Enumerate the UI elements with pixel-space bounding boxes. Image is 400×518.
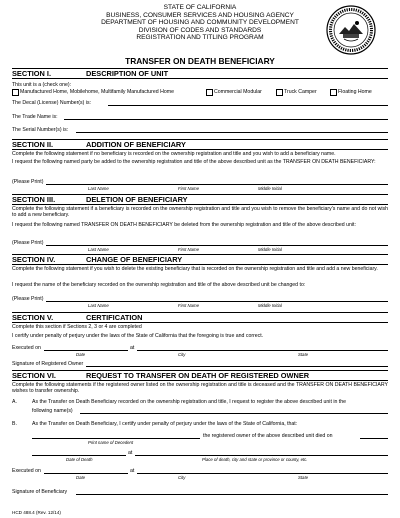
- checkbox-floating-home[interactable]: [330, 89, 337, 96]
- beneficiary-signature-label: Signature of Beneficiary: [12, 489, 68, 495]
- caption-state: State: [298, 352, 309, 357]
- caption-place-of-death: Place of death, city and state or province or county, etc.: [202, 457, 308, 462]
- item-b-label: B.: [12, 421, 17, 427]
- beneficiary-executed-date-field[interactable]: [44, 473, 128, 474]
- new-owner-names-field[interactable]: [80, 413, 388, 414]
- caption-middle-initial: Middle Initial: [258, 247, 282, 252]
- decedent-name-field[interactable]: [32, 438, 200, 439]
- delete-beneficiary-name-field[interactable]: [46, 245, 388, 246]
- section-title: REQUEST TO TRANSFER ON DEATH OF REGISTERED OWNER: [86, 371, 310, 380]
- option-label: Commercial Modular: [214, 89, 262, 95]
- executed-location-field[interactable]: [137, 350, 388, 351]
- section-5-instructions: Complete this section if Sections 2, 3 or 4 are completed: [12, 324, 142, 330]
- option-label: Floating Home: [338, 89, 372, 95]
- please-print-label: (Please Print): [12, 296, 44, 302]
- agency-header: [60, 4, 340, 42]
- section-6-header: [12, 370, 388, 381]
- item-a-text: As the Transfer on Death Beneficiary recorded on the ownership registration and title, I request to register the above described unit in the: [32, 399, 347, 405]
- executed-on-label: Executed on: [12, 468, 41, 474]
- at-label: at: [128, 450, 133, 456]
- section-title: DELETION OF BENEFICIARY: [86, 195, 188, 204]
- caption-first-name: First Name: [178, 303, 200, 308]
- caption-date: Date: [76, 475, 86, 480]
- owner-signature-label: Signature of Registered Owner: [12, 361, 84, 367]
- item-a-label: A.: [12, 399, 17, 405]
- caption-decedent: Print name of Decedent: [88, 440, 134, 445]
- section-5-header: [12, 312, 388, 323]
- section-4-request: I request the name of the beneficiary recorded on the ownership registration and title of the above described unit be changed to:: [12, 282, 306, 288]
- caption-middle-initial: Middle Initial: [258, 186, 282, 191]
- at-label: at: [130, 468, 135, 474]
- section-2-header: [12, 139, 388, 150]
- checkbox-truck-camper[interactable]: [276, 89, 283, 96]
- section-1-header: [12, 68, 388, 79]
- checkbox-manufactured-home[interactable]: [12, 89, 19, 96]
- section-3-instructions: Complete the following statement if a beneficiary is recorded on the ownership registration and title and you wish to remove the beneficiary's name and do not wish to add a new beneficiary.: [12, 206, 388, 219]
- owner-signature-field[interactable]: [86, 366, 388, 367]
- section-title: DESCRIPTION OF UNIT: [86, 69, 169, 78]
- option-label: Truck Camper: [284, 89, 317, 95]
- decal-label: The Decal (License) Number(s) is:: [12, 100, 91, 106]
- trade-name-label: The Trade Name is:: [12, 114, 58, 120]
- at-label: at: [130, 345, 135, 351]
- section-number: SECTION II.: [12, 140, 54, 149]
- death-date-field[interactable]: [360, 438, 388, 439]
- section-number: SECTION IV.: [12, 255, 56, 264]
- section-4-instructions: Complete the following statement if you wish to delete the existing beneficiary that is recorded on the ownership registration and title and add a new beneficiary.: [12, 266, 378, 272]
- header-line: STATE OF CALIFORNIA: [163, 4, 237, 11]
- section-6-instructions: Complete the following statements if the registered owner listed on the ownership registration and title is deceased and the TRANSFER ON DEATH BENEFICIARY wishes to transfer ownership.: [12, 382, 388, 395]
- checkbox-commercial-modular[interactable]: [206, 89, 213, 96]
- executed-date-field[interactable]: [44, 350, 128, 351]
- caption-city: City: [178, 352, 186, 357]
- option-label: Manufactured Home, Mobilehome, Multifamily Manufactured Home: [20, 89, 174, 95]
- following-names-label: following name(s): [32, 408, 73, 414]
- date-of-death-field[interactable]: [32, 455, 126, 456]
- caption-first-name: First Name: [178, 247, 200, 252]
- please-print-label: (Please Print): [12, 240, 44, 246]
- caption-date-of-death: Date of Death: [66, 457, 93, 462]
- caption-last-name: Last Name: [88, 247, 109, 252]
- serial-number-field[interactable]: [76, 132, 388, 133]
- section-title: CERTIFICATION: [86, 313, 143, 322]
- caption-last-name: Last Name: [88, 186, 109, 191]
- item-b-text: As the Transfer on Death Beneficiary, I certify under penalty of perjury under the laws of the State of California, that:: [32, 421, 298, 427]
- header-line: BUSINESS, CONSUMER SERVICES AND HOUSING AGENCY: [106, 11, 294, 19]
- caption-city: City: [178, 475, 186, 480]
- serial-label: The Serial Number(s) is:: [12, 127, 69, 133]
- section-number: SECTION VI.: [12, 371, 56, 380]
- caption-state: State: [298, 475, 309, 480]
- caption-last-name: Last Name: [88, 303, 109, 308]
- section-number: SECTION III.: [12, 195, 56, 204]
- caption-date: Date: [76, 352, 86, 357]
- trade-name-field[interactable]: [64, 119, 388, 120]
- section-3-request: I request the following named TRANSFER ON DEATH BENEFICIARY be deleted from the ownership registration and title of the above described unit:: [12, 222, 356, 228]
- please-print-label: (Please Print): [12, 179, 44, 185]
- header-line: DIVISION OF CODES AND STANDARDS: [138, 26, 262, 34]
- section-5-certify: I certify under penalty of perjury under the laws of the State of California that the foregoing is true and correct.: [12, 333, 264, 339]
- section-title: ADDITION OF BENEFICIARY: [86, 140, 186, 149]
- check-prompt: This unit is a (check one):: [12, 82, 72, 88]
- beneficiary-executed-location-field[interactable]: [137, 473, 388, 474]
- beneficiary-signature-field[interactable]: [76, 494, 388, 495]
- section-4-header: [12, 254, 388, 265]
- caption-first-name: First Name: [178, 186, 200, 191]
- decal-number-field[interactable]: [108, 105, 388, 106]
- header-line: REGISTRATION AND TITLING PROGRAM: [136, 34, 264, 42]
- hcd-seal-logo: [326, 5, 376, 55]
- section-number: SECTION V.: [12, 313, 54, 322]
- place-of-death-field[interactable]: [135, 455, 388, 456]
- header-line: DEPARTMENT OF HOUSING AND COMMUNITY DEVELOPMENT: [101, 19, 299, 27]
- form-title: TRANSFER ON DEATH BENEFICIARY: [125, 56, 275, 66]
- section-number: SECTION I.: [12, 69, 52, 78]
- caption-middle-initial: Middle Initial: [258, 303, 282, 308]
- change-beneficiary-name-field[interactable]: [46, 301, 388, 302]
- section-3-header: [12, 194, 388, 205]
- form-number: HCD 488.4 (Rev. 12/14): [12, 510, 61, 515]
- add-beneficiary-name-field[interactable]: [46, 184, 388, 185]
- section-2-request: I request the following named party be added to the ownership registration and title of the above described unit as the TRANSFER ON DEATH BENEFICIARY:: [12, 159, 376, 165]
- section-2-instructions: Complete the following statement if no beneficiary is recorded on the ownership registration and title and you wish to add a beneficiary name.: [12, 151, 336, 157]
- executed-on-label: Executed on: [12, 345, 41, 351]
- section-title: CHANGE OF BENEFICIARY: [86, 255, 183, 264]
- owner-died-label: the registered owner of the above described unit died on: [203, 433, 333, 439]
